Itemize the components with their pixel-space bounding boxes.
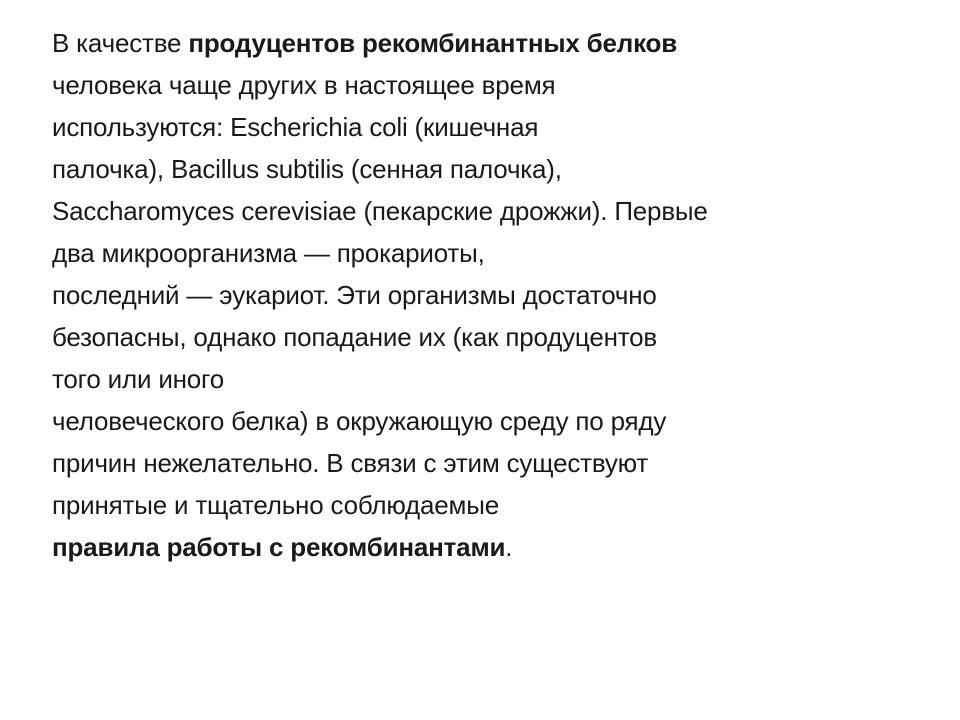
text-line-8 — [52, 316, 932, 358]
text-line-5 — [52, 190, 932, 232]
slide-text — [52, 22, 932, 568]
text-run: Saccharomyces cerevisiae (пекарские дрожжи). Первые — [52, 196, 708, 226]
text-line-12 — [52, 484, 932, 526]
text-run: используются: Escherichia coli (кишечная — [52, 112, 539, 142]
text-run: человеческого белка) в окружающую среду по ряду — [52, 406, 667, 436]
text-run: В качестве — [52, 28, 189, 58]
text-run: последний — эукариот. Эти организмы достаточно — [52, 280, 657, 310]
text-line-3 — [52, 106, 932, 148]
text-line-6 — [52, 232, 932, 274]
text-run: того или иного — [52, 364, 225, 394]
text-line-13 — [52, 526, 932, 568]
text-run: причин нежелательно. В связи с этим существуют — [52, 448, 649, 478]
text-line-9 — [52, 358, 932, 400]
text-line-4 — [52, 148, 932, 190]
text-line-2 — [52, 64, 932, 106]
text-run: безопасны, однако попадание их (как продуцентов — [52, 322, 658, 352]
text-run: . — [505, 532, 513, 562]
text-run: принятые и тщательно соблюдаемые — [52, 490, 499, 520]
text-run: два микроорганизма — прокариоты, — [52, 238, 485, 268]
text-run: человека чаще других в настоящее время — [52, 70, 556, 100]
text-run: палочка), Bacillus subtilis (сенная палочка), — [52, 154, 562, 184]
text-line-10 — [52, 400, 932, 442]
text-line-11 — [52, 442, 932, 484]
bold-term-producers: продуцентов рекомбинантных белков — [188, 28, 678, 58]
text-line-7 — [52, 274, 932, 316]
text-line-1 — [52, 22, 932, 64]
bold-term-rules: правила работы с рекомбинантами — [52, 532, 506, 562]
